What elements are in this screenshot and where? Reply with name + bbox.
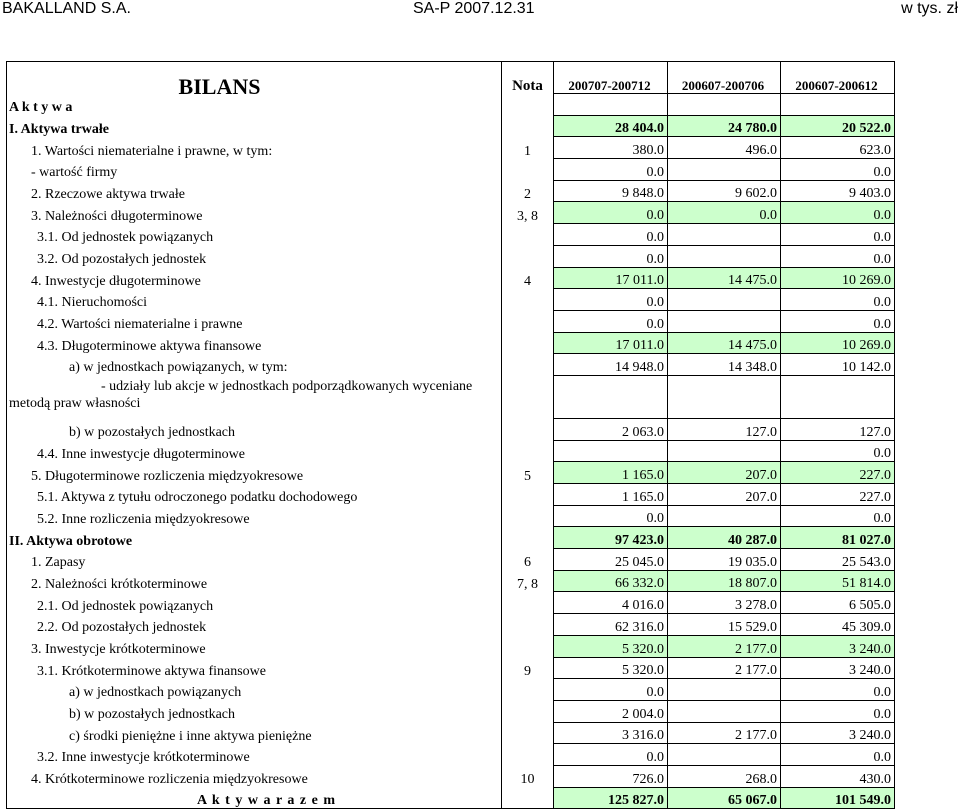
table-row <box>7 354 895 376</box>
value-cell <box>781 375 895 418</box>
value-cell: 25 543.0 <box>781 549 895 571</box>
value-cell <box>668 440 781 462</box>
value-cell: 10 142.0 <box>781 354 895 376</box>
row-label: 4.4. Inne inwestycje długoterminowe <box>7 440 502 462</box>
row-nota <box>502 744 554 766</box>
value-cell <box>554 94 668 116</box>
value-cell <box>668 375 781 418</box>
value-cell <box>668 679 781 701</box>
value-cell: 2 177.0 <box>668 635 781 657</box>
period-header-3: 200607-200612 <box>781 62 895 94</box>
value-cell: 40 287.0 <box>668 527 781 549</box>
row-nota: 7, 8 <box>502 570 554 592</box>
value-cell: 14 948.0 <box>554 354 668 376</box>
value-cell: 65 067.0 <box>668 787 781 809</box>
value-cell: 17 011.0 <box>554 267 668 289</box>
report-period: SA-P 2007.12.31 <box>413 0 535 17</box>
value-cell: 6 505.0 <box>781 592 895 614</box>
value-cell <box>554 440 668 462</box>
value-cell: 0.0 <box>781 744 895 766</box>
value-cell: 0.0 <box>554 224 668 246</box>
value-cell: 3 240.0 <box>781 657 895 679</box>
table-row <box>7 94 895 116</box>
value-cell: 66 332.0 <box>554 570 668 592</box>
value-cell: 9 403.0 <box>781 180 895 202</box>
value-cell: 0.0 <box>781 440 895 462</box>
table-row <box>7 505 895 527</box>
value-cell: 5 320.0 <box>554 635 668 657</box>
table-row <box>7 310 895 332</box>
value-cell: 25 045.0 <box>554 549 668 571</box>
value-cell: 3 240.0 <box>781 635 895 657</box>
row-label: 2.2. Od pozostałych jednostek <box>7 614 502 636</box>
value-cell: 9 848.0 <box>554 180 668 202</box>
row-label: b) w pozostałych jednostkach <box>7 418 502 440</box>
value-cell <box>668 505 781 527</box>
value-cell: 0.0 <box>554 202 668 224</box>
value-cell: 207.0 <box>668 462 781 484</box>
value-cell: 18 807.0 <box>668 570 781 592</box>
period-header-2: 200607-200706 <box>668 62 781 94</box>
value-cell: 496.0 <box>668 137 781 159</box>
row-nota <box>502 614 554 636</box>
value-cell: 3 240.0 <box>781 722 895 744</box>
row-label: 3.2. Od pozostałych jednostek <box>7 245 502 267</box>
balance-sheet-table <box>6 61 895 809</box>
value-cell: 17 011.0 <box>554 332 668 354</box>
row-nota <box>502 700 554 722</box>
value-cell: 2 004.0 <box>554 700 668 722</box>
row-nota: 2 <box>502 180 554 202</box>
value-cell: 45 309.0 <box>781 614 895 636</box>
value-cell: 9 602.0 <box>668 180 781 202</box>
row-nota <box>502 592 554 614</box>
row-nota: 9 <box>502 657 554 679</box>
value-cell: 0.0 <box>554 679 668 701</box>
row-nota <box>502 310 554 332</box>
value-cell: 62 316.0 <box>554 614 668 636</box>
row-nota: 1 <box>502 137 554 159</box>
value-cell: 97 423.0 <box>554 527 668 549</box>
row-label: 1. Wartości niematerialne i prawne, w tym: <box>7 137 502 159</box>
value-cell: 207.0 <box>668 484 781 506</box>
row-nota <box>502 289 554 311</box>
row-label: 2.1. Od jednostek powiązanych <box>7 592 502 614</box>
value-cell: 0.0 <box>781 310 895 332</box>
value-cell: 3 278.0 <box>668 592 781 614</box>
row-label: 5. Długoterminowe rozliczenia międzyokresowe <box>7 462 502 484</box>
table-row <box>7 115 895 137</box>
row-nota <box>502 94 554 116</box>
value-cell: 0.0 <box>554 289 668 311</box>
table-row <box>7 267 895 289</box>
row-label: a) w jednostkach powiązanych <box>7 679 502 701</box>
value-cell: 101 549.0 <box>781 787 895 809</box>
currency-unit: w tys. zł <box>901 0 958 17</box>
table-row <box>7 657 895 679</box>
value-cell <box>668 310 781 332</box>
row-label: - wartość firmy <box>7 159 502 181</box>
row-label: 4.2. Wartości niematerialne i prawne <box>7 310 502 332</box>
row-nota: 3, 8 <box>502 202 554 224</box>
row-label: - udziały lub akcje w jednostkach podporządkowanych wyceniane metodą praw własności <box>7 375 502 418</box>
row-label: I. Aktywa trwałe <box>7 115 502 137</box>
table-row <box>7 202 895 224</box>
row-nota <box>502 375 554 418</box>
value-cell <box>781 94 895 116</box>
row-label: A k t y w a r a z e m <box>7 787 502 809</box>
table-row <box>7 418 895 440</box>
row-nota <box>502 440 554 462</box>
value-cell: 14 475.0 <box>668 332 781 354</box>
row-nota <box>502 332 554 354</box>
value-cell: 0.0 <box>781 289 895 311</box>
row-nota <box>502 635 554 657</box>
row-label: A k t y w a <box>7 94 502 116</box>
row-label: b) w pozostałych jednostkach <box>7 700 502 722</box>
table-row <box>7 679 895 701</box>
value-cell: 127.0 <box>781 418 895 440</box>
row-nota: 6 <box>502 549 554 571</box>
row-label: 5.2. Inne rozliczenia międzyokresowe <box>7 505 502 527</box>
table-row <box>7 224 895 246</box>
value-cell: 0.0 <box>554 310 668 332</box>
value-cell: 380.0 <box>554 137 668 159</box>
table-row <box>7 462 895 484</box>
row-label: 3. Inwestycje krótkoterminowe <box>7 635 502 657</box>
value-cell: 227.0 <box>781 484 895 506</box>
value-cell: 0.0 <box>781 159 895 181</box>
value-cell: 430.0 <box>781 765 895 787</box>
table-row <box>7 744 895 766</box>
value-cell: 623.0 <box>781 137 895 159</box>
row-nota: 4 <box>502 267 554 289</box>
value-cell: 0.0 <box>781 202 895 224</box>
table-row <box>7 245 895 267</box>
row-label: 2. Rzeczowe aktywa trwałe <box>7 180 502 202</box>
table-row <box>7 332 895 354</box>
row-nota <box>502 115 554 137</box>
row-label: 3.2. Inne inwestycje krótkoterminowe <box>7 744 502 766</box>
table-row <box>7 159 895 181</box>
row-label: 4.1. Nieruchomości <box>7 289 502 311</box>
table-row <box>7 527 895 549</box>
value-cell <box>668 700 781 722</box>
value-cell: 1 165.0 <box>554 484 668 506</box>
row-nota <box>502 245 554 267</box>
table-row <box>7 440 895 462</box>
row-nota <box>502 484 554 506</box>
table-row <box>7 787 895 809</box>
value-cell: 0.0 <box>781 700 895 722</box>
value-cell: 0.0 <box>781 245 895 267</box>
value-cell: 0.0 <box>554 505 668 527</box>
row-nota <box>502 159 554 181</box>
row-label: c) środki pieniężne i inne aktywa pieniężne <box>7 722 502 744</box>
nota-header: Nota <box>502 62 554 94</box>
table-row <box>7 700 895 722</box>
table-row <box>7 614 895 636</box>
value-cell: 1 165.0 <box>554 462 668 484</box>
value-cell: 726.0 <box>554 765 668 787</box>
row-label: 3.1. Od jednostek powiązanych <box>7 224 502 246</box>
table-row <box>7 570 895 592</box>
value-cell: 10 269.0 <box>781 332 895 354</box>
value-cell: 51 814.0 <box>781 570 895 592</box>
value-cell <box>668 159 781 181</box>
row-label: 4. Krótkoterminowe rozliczenia międzyokresowe <box>7 765 502 787</box>
row-label: II. Aktywa obrotowe <box>7 527 502 549</box>
row-nota: 5 <box>502 462 554 484</box>
value-cell: 3 316.0 <box>554 722 668 744</box>
table-title: BILANS <box>7 62 502 94</box>
value-cell: 0.0 <box>781 224 895 246</box>
row-nota <box>502 787 554 809</box>
value-cell: 10 269.0 <box>781 267 895 289</box>
row-label: 2. Należności krótkoterminowe <box>7 570 502 592</box>
row-label: 1. Zapasy <box>7 549 502 571</box>
value-cell: 20 522.0 <box>781 115 895 137</box>
value-cell: 125 827.0 <box>554 787 668 809</box>
table-row <box>7 592 895 614</box>
row-label: 4. Inwestycje długoterminowe <box>7 267 502 289</box>
value-cell: 14 475.0 <box>668 267 781 289</box>
row-nota <box>502 527 554 549</box>
row-label: 4.3. Długoterminowe aktywa finansowe <box>7 332 502 354</box>
table-row <box>7 137 895 159</box>
row-nota <box>502 722 554 744</box>
value-cell: 127.0 <box>668 418 781 440</box>
row-nota <box>502 354 554 376</box>
value-cell <box>668 289 781 311</box>
value-cell <box>668 245 781 267</box>
row-label: a) w jednostkach powiązanych, w tym: <box>7 354 502 376</box>
value-cell: 0.0 <box>781 505 895 527</box>
table-header-row <box>7 62 895 94</box>
value-cell: 28 404.0 <box>554 115 668 137</box>
value-cell: 2 177.0 <box>668 722 781 744</box>
value-cell: 0.0 <box>554 159 668 181</box>
value-cell: 2 177.0 <box>668 657 781 679</box>
period-header-1: 200707-200712 <box>554 62 668 94</box>
value-cell: 227.0 <box>781 462 895 484</box>
company-name: BAKALLAND S.A. <box>2 0 131 17</box>
value-cell: 0.0 <box>668 202 781 224</box>
value-cell: 268.0 <box>668 765 781 787</box>
value-cell: 0.0 <box>781 679 895 701</box>
table-row <box>7 722 895 744</box>
row-nota: 10 <box>502 765 554 787</box>
table-row <box>7 484 895 506</box>
value-cell <box>668 94 781 116</box>
value-cell: 24 780.0 <box>668 115 781 137</box>
value-cell: 19 035.0 <box>668 549 781 571</box>
row-nota <box>502 418 554 440</box>
value-cell: 0.0 <box>554 744 668 766</box>
table-row <box>7 549 895 571</box>
value-cell: 15 529.0 <box>668 614 781 636</box>
table-row <box>7 765 895 787</box>
value-cell: 14 348.0 <box>668 354 781 376</box>
value-cell <box>668 744 781 766</box>
value-cell: 2 063.0 <box>554 418 668 440</box>
table-row <box>7 375 895 418</box>
row-label: 5.1. Aktywa z tytułu odroczonego podatku dochodowego <box>7 484 502 506</box>
value-cell: 0.0 <box>554 245 668 267</box>
table-row <box>7 635 895 657</box>
value-cell <box>668 224 781 246</box>
row-nota <box>502 224 554 246</box>
table-row <box>7 289 895 311</box>
row-nota <box>502 679 554 701</box>
row-label: 3. Należności długoterminowe <box>7 202 502 224</box>
value-cell: 81 027.0 <box>781 527 895 549</box>
value-cell: 4 016.0 <box>554 592 668 614</box>
row-label: 3.1. Krótkoterminowe aktywa finansowe <box>7 657 502 679</box>
table-row <box>7 180 895 202</box>
row-nota <box>502 505 554 527</box>
value-cell: 5 320.0 <box>554 657 668 679</box>
value-cell <box>554 375 668 418</box>
